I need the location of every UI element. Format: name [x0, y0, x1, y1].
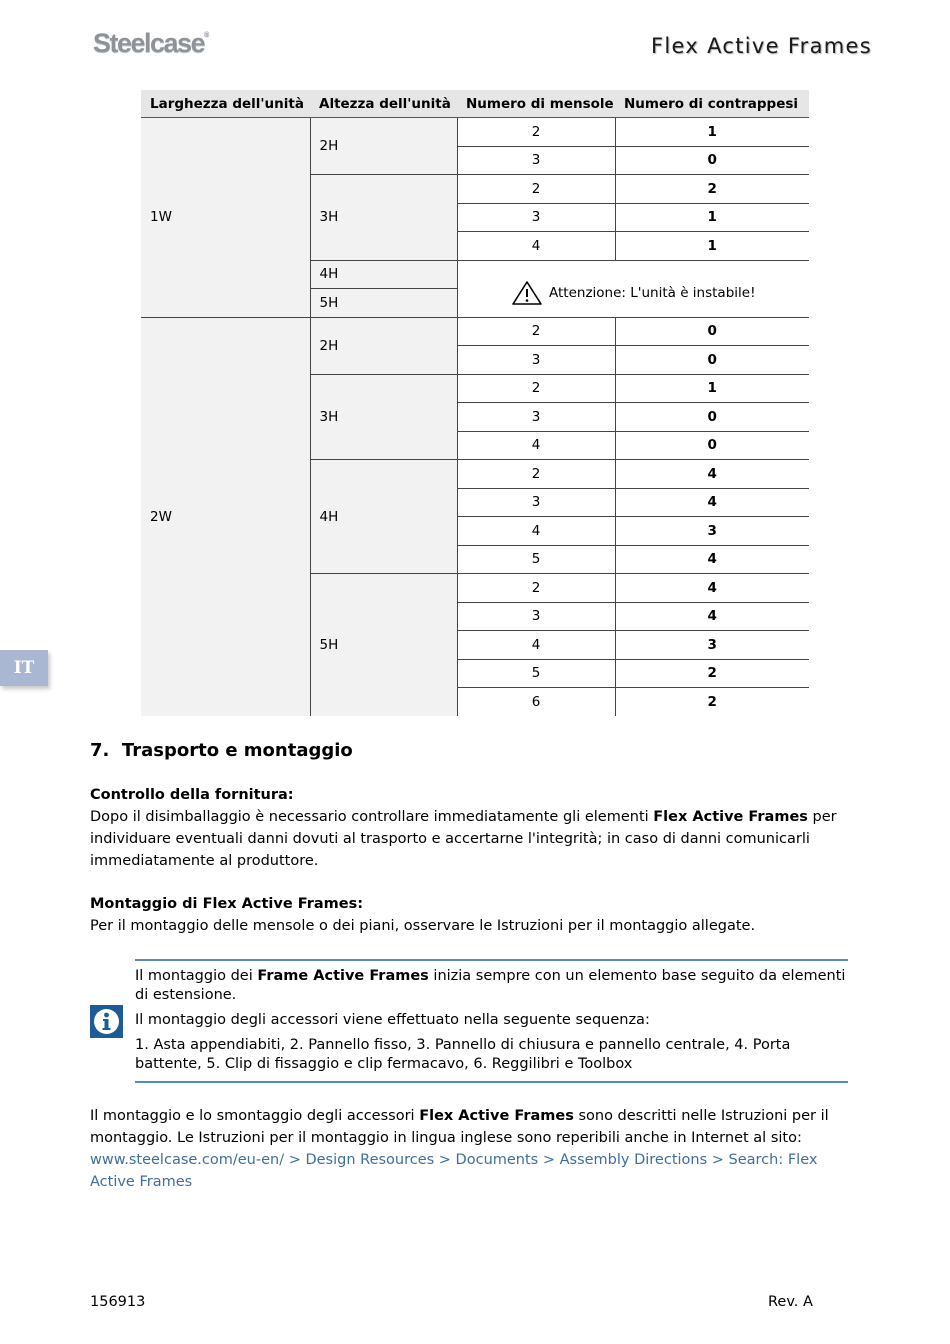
section-title-text: Trasporto e montaggio: [121, 740, 353, 761]
shelf-cell: 3: [457, 602, 615, 631]
supply-check-text: per individuare eventuali danni dovuti al trasporto e accertarne l'integrità; in caso di danni comunicarli immediatamente al produttore.: [90, 809, 837, 869]
height-cell: 2H: [310, 317, 457, 374]
info-line: 1. Asta appendiabiti, 2. Pannello fisso, 3. Pannello di chiusura e pannello centrale, 4. Porta battente, 5. Clip di fissaggio e clip fermacavo, 6. Reggilibri e Toolbox: [135, 1037, 791, 1072]
counterweight-table: [141, 90, 809, 716]
shelf-cell: 2: [457, 317, 615, 346]
width-cell: 2W: [141, 317, 310, 716]
supply-check-paragraph: [90, 784, 850, 872]
header-unit-width: Larghezza dell'unità: [141, 90, 310, 118]
document-title: Flex Active Frames: [651, 34, 872, 58]
counterweight-cell: 1: [615, 232, 809, 261]
warning-triangle-icon: [511, 280, 543, 306]
shelf-cell: 2: [457, 460, 615, 489]
shelf-cell: 3: [457, 403, 615, 432]
height-cell: 3H: [310, 374, 457, 460]
info-content: [135, 967, 848, 1080]
counterweight-cell: 1: [615, 374, 809, 403]
info-line: Il montaggio degli accessori viene effettuato nella seguente sequenza:: [135, 1012, 650, 1028]
counterweight-cell: 0: [615, 346, 809, 375]
counterweight-cell: 0: [615, 431, 809, 460]
height-cell: 5H: [310, 574, 457, 716]
height-cell: 4H: [310, 460, 457, 574]
counterweight-cell: 4: [615, 602, 809, 631]
table-row: [141, 118, 809, 147]
shelf-cell: 5: [457, 545, 615, 574]
height-cell: 4H: [310, 260, 457, 289]
info-line: [135, 967, 848, 1005]
assembly-paragraph: [90, 893, 850, 937]
shelf-cell: 4: [457, 431, 615, 460]
closing-text: sono descritti nelle Istruzioni per il montaggio. Le Istruzioni per il montaggio in lingua inglese sono reperibili anche in Internet al sito:: [90, 1108, 829, 1146]
counterweight-cell: 4: [615, 460, 809, 489]
counterweight-cell: 2: [615, 659, 809, 688]
counterweight-cell: 4: [615, 574, 809, 603]
info-note: [90, 959, 848, 1083]
counterweight-cell: 0: [615, 317, 809, 346]
counterweight-cell: 4: [615, 545, 809, 574]
warning-text: Attenzione: L'unità è instabile!: [549, 284, 756, 301]
counterweight-cell: 1: [615, 118, 809, 147]
steelcase-logo: [93, 28, 209, 59]
info-text: Il montaggio dei: [135, 968, 258, 984]
info-text: inizia sempre con un elemento base seguito da elementi di estensione.: [135, 968, 846, 1003]
supply-check-text: Dopo il disimballaggio è necessario controllare immediatamente gli elementi: [90, 809, 654, 825]
logo-text: Steelcase: [93, 28, 205, 58]
shelf-cell: 2: [457, 175, 615, 204]
shelf-cell: 3: [457, 203, 615, 232]
header-unit-height: Altezza dell'unità: [310, 90, 457, 118]
product-name: Flex Active Frames: [653, 809, 808, 825]
counterweight-cell: 4: [615, 488, 809, 517]
instability-warning: [457, 260, 809, 317]
shelf-cell: 4: [457, 232, 615, 261]
product-name: Flex Active Frames: [419, 1108, 574, 1124]
table-row: [141, 317, 809, 346]
assembly-heading: Montaggio di Flex Active Frames:: [90, 896, 364, 912]
section-number: 7.: [90, 740, 110, 761]
document-number: 156913: [90, 1294, 146, 1310]
closing-text: Il montaggio e lo smontaggio degli accessori: [90, 1108, 420, 1124]
info-icon: [90, 1005, 123, 1038]
assembly-text: Per il montaggio delle mensole o dei piani, osservare le Istruzioni per il montaggio allegate.: [90, 918, 756, 934]
shelf-cell: 4: [457, 631, 615, 660]
info-rule-bottom: [135, 1081, 848, 1083]
width-cell: 1W: [141, 118, 310, 318]
height-cell: 5H: [310, 289, 457, 318]
counterweight-cell: 3: [615, 631, 809, 660]
counterweight-cell: 0: [615, 146, 809, 175]
section-title: [90, 740, 353, 761]
info-icon-glyph: [93, 1008, 120, 1035]
table-header-row: [141, 90, 809, 118]
counterweight-cell: 2: [707, 693, 717, 710]
shelf-cell: 2: [457, 574, 615, 603]
info-bold: Frame Active Frames: [257, 968, 429, 984]
supply-check-heading: Controllo della fornitura:: [90, 787, 294, 803]
shelf-cell: 4: [457, 517, 615, 546]
header-counterweight-count: Numero di contrappesi: [615, 90, 809, 118]
counterweight-cell: 3: [615, 517, 809, 546]
shelf-cell: 6: [457, 688, 615, 716]
shelf-cell: 3: [457, 488, 615, 517]
info-rule-top: [135, 959, 848, 961]
closing-paragraph: [90, 1105, 850, 1193]
assembly-directions-link[interactable]: www.steelcase.com/eu-en/ > Design Resources > Documents > Assembly Directions > Search: Flex Active Frames: [90, 1152, 818, 1190]
counterweight-cell: 0: [615, 403, 809, 432]
shelf-cell: 5: [457, 659, 615, 688]
counterweight-cell: 2: [615, 175, 809, 204]
header-shelf-count: Numero di mensole: [457, 90, 615, 118]
shelf-cell: 2: [457, 118, 615, 147]
registered-mark: ®: [204, 32, 210, 39]
revision: Rev. A: [768, 1294, 813, 1310]
shelf-cell: 3: [457, 346, 615, 375]
height-cell: 3H: [310, 175, 457, 261]
shelf-cell: 2: [457, 374, 615, 403]
shelf-cell: 3: [457, 146, 615, 175]
language-tab: IT: [0, 650, 48, 686]
counterweight-cell: 1: [615, 203, 809, 232]
height-cell: 2H: [310, 118, 457, 175]
